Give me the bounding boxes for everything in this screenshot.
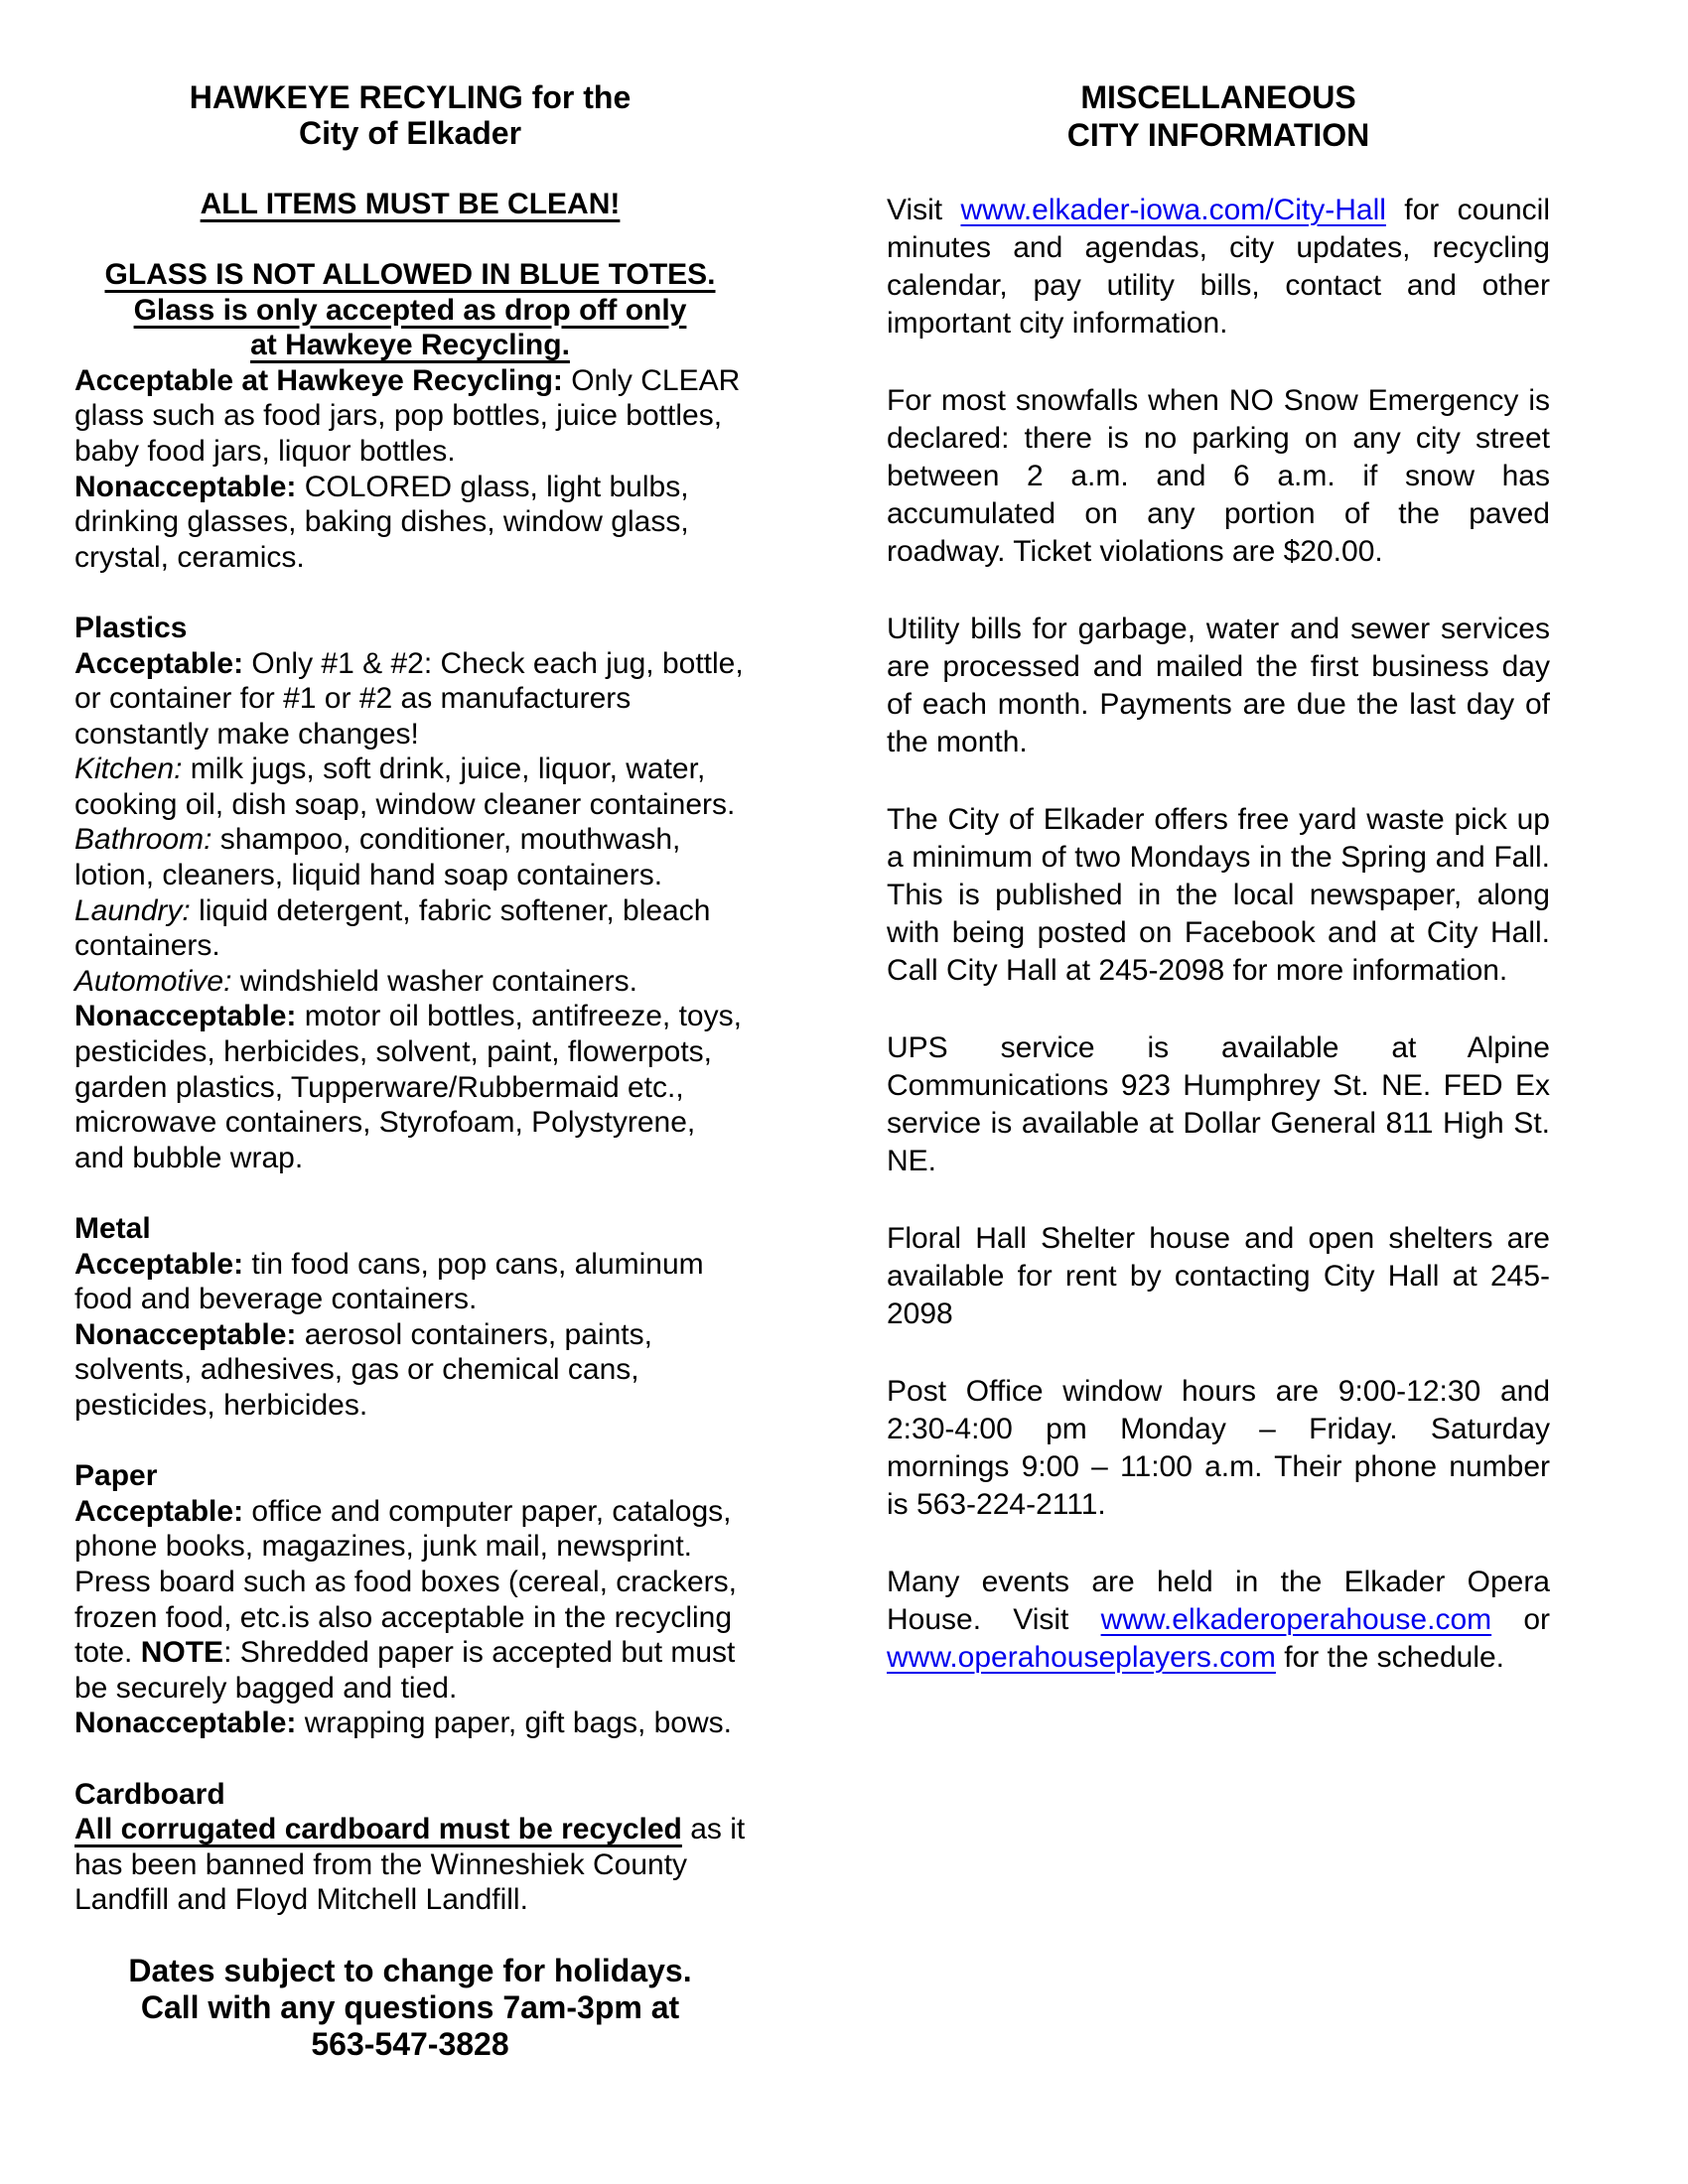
paper-note-label: NOTE: [140, 1636, 224, 1670]
plastics-bathroom-text: shampoo, conditioner, mouthwash, lotion, cleaners, liquid hand soap containers.: [74, 823, 681, 892]
plastics-laundry: [74, 893, 746, 964]
plastics-laundry-text: liquid detergent, fabric softener, bleach containers.: [74, 893, 711, 963]
plastics-kitchen-label: Kitchen:: [74, 752, 183, 786]
footer-phone: 563-547-3828: [311, 2026, 509, 2063]
metal-nonacceptable: [74, 1317, 746, 1424]
para-yard-waste: The City of Elkader offers free yard waste pick up a minimum of two Mondays in the Spring and Fall. This is published in the local newspaper, along with being posted on Facebook and at City Hall. Call City Hall at 245-2098 for more information.: [887, 803, 1550, 987]
plastics-automotive: [74, 964, 746, 1000]
glass-header-line1: GLASS IS NOT ALLOWED IN BLUE TOTES.: [104, 257, 716, 291]
plastics-bathroom: [74, 822, 746, 892]
para-city-website: [887, 192, 1550, 342]
recycling-title: [74, 80, 746, 151]
plastics-kitchen-text: milk jugs, soft drink, juice, liquor, water, cooking oil, dish soap, window cleaner containers.: [74, 752, 736, 821]
glass-nonacceptable-label: Nonacceptable:: [74, 470, 297, 503]
plastics-acceptable: [74, 646, 746, 752]
website-pre: Visit: [887, 194, 961, 226]
glass-acceptable-label: Acceptable at Hawkeye Recycling:: [74, 363, 563, 397]
glass-nonacceptable: [74, 470, 746, 576]
recycling-title-line1: HAWKEYE RECYLING for the: [189, 79, 632, 115]
plastics-header: Plastics: [74, 611, 188, 644]
plastics-nonacceptable: [74, 999, 746, 1175]
metal-nonacceptable-label: Nonacceptable:: [74, 1317, 297, 1351]
paper-acceptable: [74, 1494, 746, 1706]
recycling-title-line2: City of Elkader: [298, 114, 522, 151]
cardboard-rest-text: as it has been banned from the Winneshiek County Landfill and Floyd Mitchell Landfill.: [74, 1813, 746, 1917]
para-utility-bills: Utility bills for garbage, water and sewer services are processed and mailed the first business day of each month. Payments are due the last day of the month.: [887, 613, 1550, 758]
cardboard-rule: [74, 1812, 746, 1918]
opera-pre: Many events are held in the Elkader Opera House. Visit: [887, 1566, 1550, 1636]
para-snow-emergency: For most snowfalls when NO Snow Emergency is declared: there is no parking on any city street between 2 a.m. and 6 a.m. if snow has accumulated on any portion of the paved roadway. Ticket violations are $20.00.: [887, 384, 1550, 568]
para-opera-house: [887, 1564, 1550, 1677]
footer-line2: Call with any questions 7am-3pm at: [140, 1989, 680, 2026]
opera-mid: or: [1491, 1603, 1550, 1636]
paper-note-text: : Shredded paper is accepted but must be securely bagged and tied.: [74, 1636, 736, 1705]
plastics-automotive-label: Automotive:: [74, 964, 232, 998]
plastics-acceptable-text: Only #1 & #2: Check each jug, bottle, or container for #1 or #2 as manufacturers constantly make changes!: [74, 646, 744, 751]
city-info-title-line2: CITY INFORMATION: [1066, 117, 1370, 153]
metal-nonacceptable-text: aerosol containers, paints, solvents, adhesives, gas or chemical cans, pesticides, herbicides.: [74, 1317, 652, 1422]
metal-header: Metal: [74, 1212, 151, 1245]
glass-header-line2: Glass is only accepted as drop off only: [133, 293, 687, 327]
glass-acceptable: [74, 363, 746, 470]
paper-header: Paper: [74, 1459, 158, 1493]
city-info-column: [887, 0, 1550, 1677]
city-hall-link[interactable]: www.elkader-iowa.com/City-Hall: [960, 194, 1386, 226]
glass-acceptable-text: Only CLEAR glass such as food jars, pop bottles, juice bottles, baby food jars, liquor bottles.: [74, 363, 741, 468]
plastics-nonacceptable-text: motor oil bottles, antifreeze, toys, pesticides, herbicides, solvent, paint, flowerpots, garden plastics, Tupperware/Rubbermaid etc., microwave containers, Styrofoam, Polystyrene, and bubble wrap.: [74, 1000, 742, 1174]
city-info-title-line1: MISCELLANEOUS: [1080, 79, 1356, 115]
paper-nonacceptable: [74, 1706, 746, 1741]
plastics-laundry-label: Laundry:: [74, 893, 191, 927]
clean-header: ALL ITEMS MUST BE CLEAN!: [200, 187, 621, 220]
paper-nonacceptable-label: Nonacceptable:: [74, 1706, 297, 1740]
city-info-title: [887, 78, 1550, 154]
opera-house-link[interactable]: www.elkaderoperahouse.com: [1100, 1603, 1492, 1636]
plastics-bathroom-label: Bathroom:: [74, 823, 212, 857]
metal-acceptable: [74, 1247, 746, 1317]
cardboard-rule-text: All corrugated cardboard must be recycled: [74, 1813, 682, 1846]
metal-acceptable-text: tin food cans, pop cans, aluminum food and beverage containers.: [74, 1247, 704, 1316]
website-post: for council minutes and agendas, city updates, recycling calendar, pay utility bills, contact and other important city information.: [887, 194, 1550, 340]
glass-header-line3: at Hawkeye Recycling.: [250, 329, 570, 362]
plastics-kitchen: [74, 751, 746, 822]
plastics-nonacceptable-label: Nonacceptable:: [74, 1000, 297, 1033]
plastics-acceptable-label: Acceptable:: [74, 646, 244, 680]
opera-players-link[interactable]: www.operahouseplayers.com: [887, 1641, 1276, 1674]
cardboard-header: Cardboard: [74, 1777, 225, 1811]
recycling-footer: [74, 1953, 746, 2063]
glass-nonacceptable-text: COLORED glass, light bulbs, drinking glasses, baking dishes, window glass, crystal, ceramics.: [74, 470, 689, 574]
footer-line1: Dates subject to change for holidays.: [128, 1953, 692, 1989]
para-shelter-rental: Floral Hall Shelter house and open shelters are available for rent by contacting City Hall at 245-2098: [887, 1222, 1550, 1330]
para-shipping-services: UPS service is available at Alpine Communications 923 Humphrey St. NE. FED Ex service is available at Dollar General 811 High St. NE.: [887, 1031, 1550, 1177]
plastics-automotive-text: windshield washer containers.: [231, 964, 637, 998]
paper-acceptable-label: Acceptable:: [74, 1494, 244, 1528]
paper-nonacceptable-text: wrapping paper, gift bags, bows.: [296, 1706, 732, 1740]
metal-acceptable-label: Acceptable:: [74, 1247, 244, 1281]
recycling-column: [74, 0, 746, 2063]
paper-acceptable-text: office and computer paper, catalogs, phone books, magazines, junk mail, newsprint. Press board such as food boxes (cereal, crackers, frozen food, etc.is also acceptable in the recycling tote.: [74, 1494, 737, 1670]
opera-post: for the schedule.: [1275, 1641, 1505, 1674]
para-post-office: Post Office window hours are 9:00-12:30 and 2:30-4:00 pm Monday – Friday. Saturday mornings 9:00 – 11:00 a.m. Their phone number is 563-224-2111.: [887, 1375, 1550, 1521]
